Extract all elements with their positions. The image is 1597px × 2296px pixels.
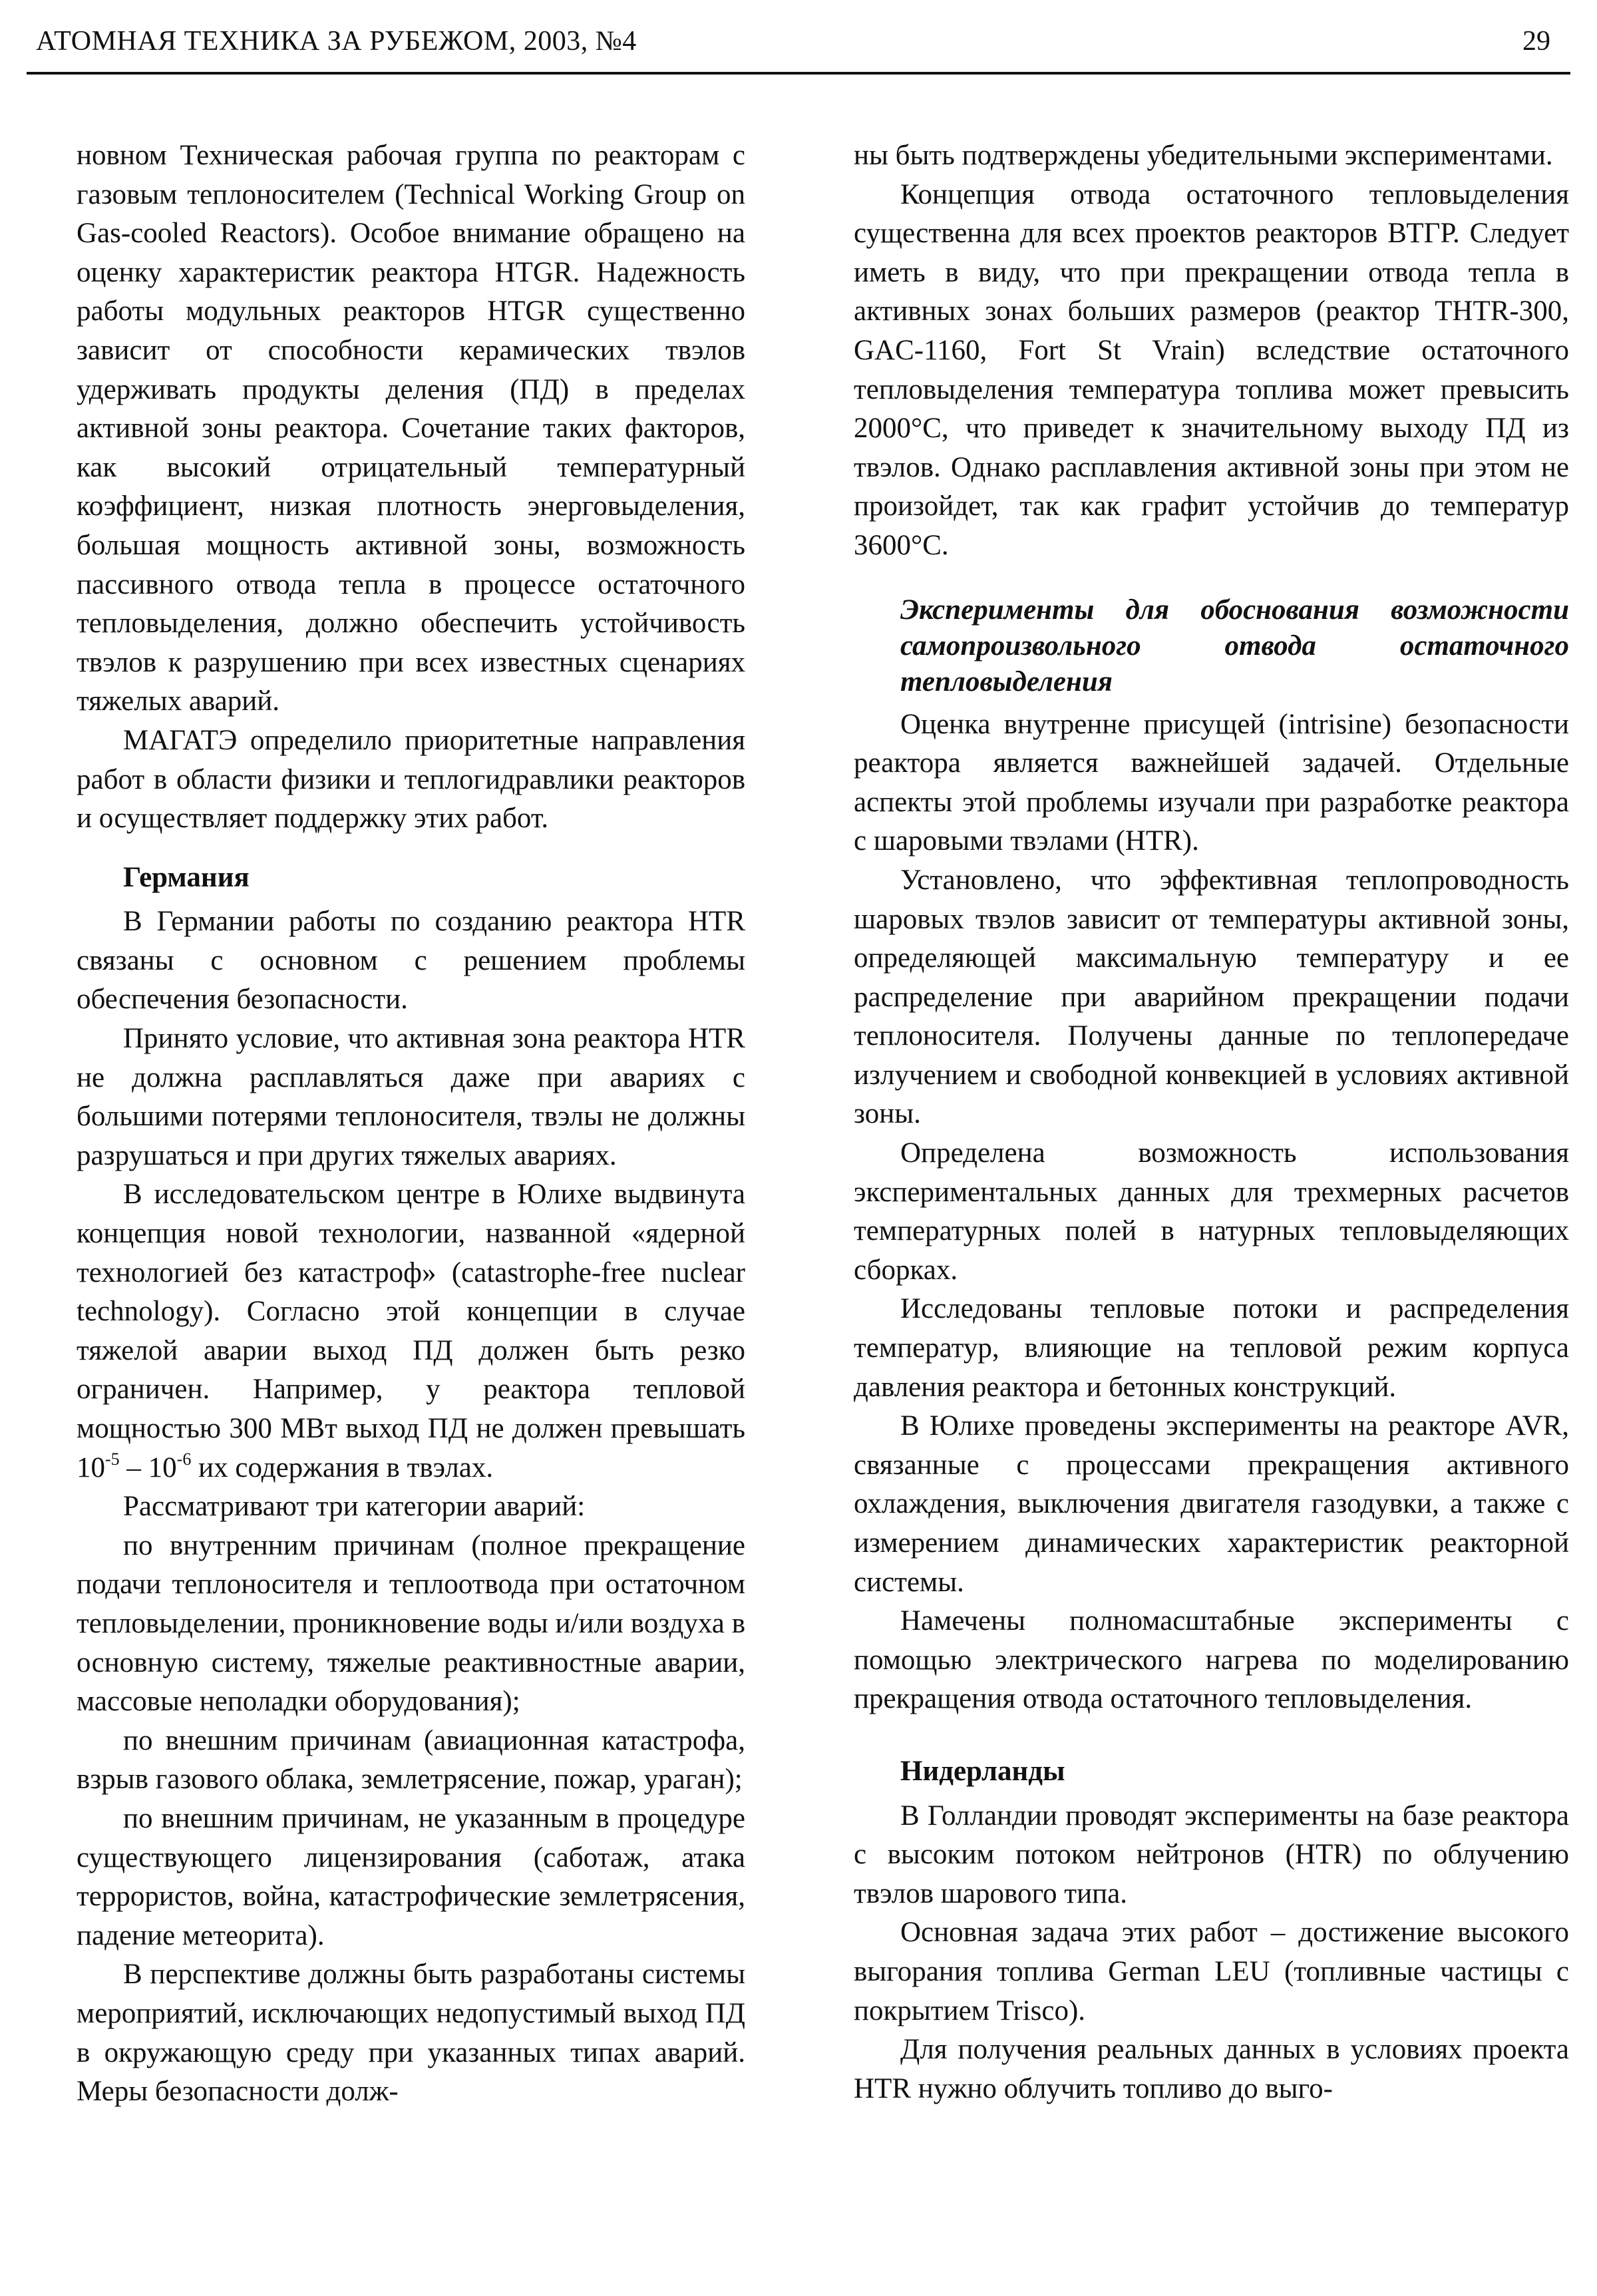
text: – 10 bbox=[119, 1451, 177, 1483]
paragraph: по внешним причинам (авиационная катастрофа, взрыв газового облака, землетрясение, пожар, ураган); bbox=[77, 1724, 745, 1796]
exponent: -6 bbox=[176, 1449, 192, 1469]
text: В исследовательском центре в Юлихе выдвинута концепция новой технологии, названной «ядерной технологией без катастроф» (catastrophe-free nuclear technology). Согласно этой концепции в случае тяжелой аварии выход ПД должен быть резко ограничен. Например, у реактора тепловой мощностью 300 МВт выход ПД не должен превышать 10 bbox=[77, 1179, 745, 1483]
text: их содержания в твэлах. bbox=[191, 1451, 494, 1483]
running-header bbox=[27, 20, 1570, 67]
paragraph: Принято условие, что активная зона реактора HTR не должна расплавляться даже при авариях с большими потерями теплоносителя, твэлы не должны разрушаться и при других тяжелых авариях. bbox=[77, 1023, 745, 1171]
paragraph: Исследованы тепловые потоки и распределения температур, влияющие на тепловой режим корпуса давления реактора и бетонных конструкций. bbox=[854, 1293, 1569, 1403]
paragraph: Намечены полномасштабные эксперименты с помощью электрического нагрева по моделированию прекращения отвода остаточного тепловыделения. bbox=[854, 1605, 1569, 1715]
section-heading-netherlands: Нидерланды bbox=[900, 1755, 1065, 1787]
paragraph: В Юлихе проведены эксперименты на реакторе AVR, связанные с процессами прекращения активного охлаждения, выключения двигателя газодувки, а также с измерением динамических характеристик реакторной системы. bbox=[854, 1410, 1569, 1598]
paragraph bbox=[77, 1175, 745, 1487]
paragraph: В Германии работы по созданию реактора HTR связаны с основном с решением проблемы обеспечения безопасности. bbox=[77, 906, 745, 1016]
paragraph: Для получения реальных данных в условиях проекта HTR нужно облучить топливо до выго- bbox=[854, 2034, 1569, 2104]
section-heading-experiments: Эксперименты для обоснования возможности самопроизвольного отвода остаточного тепловыделения bbox=[900, 594, 1569, 697]
paragraph: МАГАТЭ определило приоритетные направления работ в области физики и теплогидравлики реакторов и осуществляет поддержку этих работ. bbox=[77, 724, 745, 835]
paragraph: по внешним причинам, не указанным в процедуре существующего лицензирования (саботаж, атака террористов, война, катастрофические землетрясения, падение метеорита). bbox=[77, 1802, 745, 1951]
left-column bbox=[77, 136, 745, 2112]
section-heading-germany: Германия bbox=[123, 861, 250, 893]
journal-title: АТОМНАЯ ТЕХНИКА ЗА РУБЕЖОМ, 2003, №4 bbox=[36, 26, 637, 57]
paragraph: Основная задача этих работ – достижение высокого выгорания топлива German LEU (топливные частицы с покрытием Trisco). bbox=[854, 1917, 1569, 2026]
paragraph: Рассматривают три категории аварий: bbox=[123, 1491, 586, 1523]
page-number: 29 bbox=[1522, 26, 1550, 57]
paragraph: В Голландии проводят эксперименты на базе реактора с высоким потоком нейтронов (HTR) по облучению твэлов шарового типа. bbox=[854, 1800, 1569, 1909]
header-rule bbox=[27, 72, 1570, 75]
paragraph: Концепция отвода остаточного тепловыделения существенна для всех проектов реакторов ВТГР. Следует иметь в виду, что при прекращении отвода тепла в активных зонах больших размеров (реактор THTR-300, GAC-1160, Fort St Vrain) вследствие остаточного тепловыделения температура топлива может превысить 2000°С, что приведет к значительному выходу ПД из твэлов. Однако расплавления активной зоны при этом не произойдет, так как графит устойчив до температур 3600°С. bbox=[854, 178, 1569, 561]
paragraph: по внутренним причинам (полное прекращение подачи теплоносителя и теплоотвода при остаточном тепловыделении, проникновение воды и/или воздуха в основную систему, тяжелые реактивностные аварии, массовые неполадки оборудования); bbox=[77, 1529, 745, 1718]
paragraph: Оценка внутренне присущей (intrisine) безопасности реактора является важнейшей задачей. Отдельные аспекты этой проблемы изучали при разработке реактора с шаровыми твэлами (HTR). bbox=[854, 708, 1569, 857]
exponent: -5 bbox=[105, 1449, 120, 1469]
paragraph: новном Техническая рабочая группа по реакторам с газовым теплоносителем (Technical Working Group on Gas-cooled Reactors). Особое внимание обращено на оценку характеристик реактора HTGR. Надежность работы модульных реакторов HTGR существенно зависит от способности керамических твэлов удерживать продукты деления (ПД) в пределах активной зоны реактора. Сочетание таких факторов, как высокий отрицательный температурный коэффициент, низкая плотность энерговыделения, большая мощность активной зоны, возможность пассивного отвода тепла в процессе остаточного тепловыделения, должно обеспечить устойчивость твэлов к разрушению при всех известных сценариях тяжелых аварий. bbox=[77, 140, 745, 717]
right-column bbox=[854, 136, 1569, 2108]
paragraph: ны быть подтверждены убедительными экспериментами. bbox=[854, 140, 1553, 171]
paragraph: В перспективе должны быть разработаны системы мероприятий, исключающих недопустимый выход ПД в окружающую среду при указанных типах аварий. Меры безопасности долж- bbox=[77, 1959, 745, 2108]
paragraph: Определена возможность использования экспериментальных данных для трехмерных расчетов температурных полей в натурных тепловыделяющих сборках. bbox=[854, 1137, 1569, 1286]
paragraph: Установлено, что эффективная теплопроводность шаровых твэлов зависит от температуры активной зоны, определяющей максимальную температуру и ее распределение при аварийном прекращении подачи теплоносителя. Получены данные по теплопередаче излучением и свободной конвекцией в условиях активной зоны. bbox=[854, 864, 1569, 1130]
